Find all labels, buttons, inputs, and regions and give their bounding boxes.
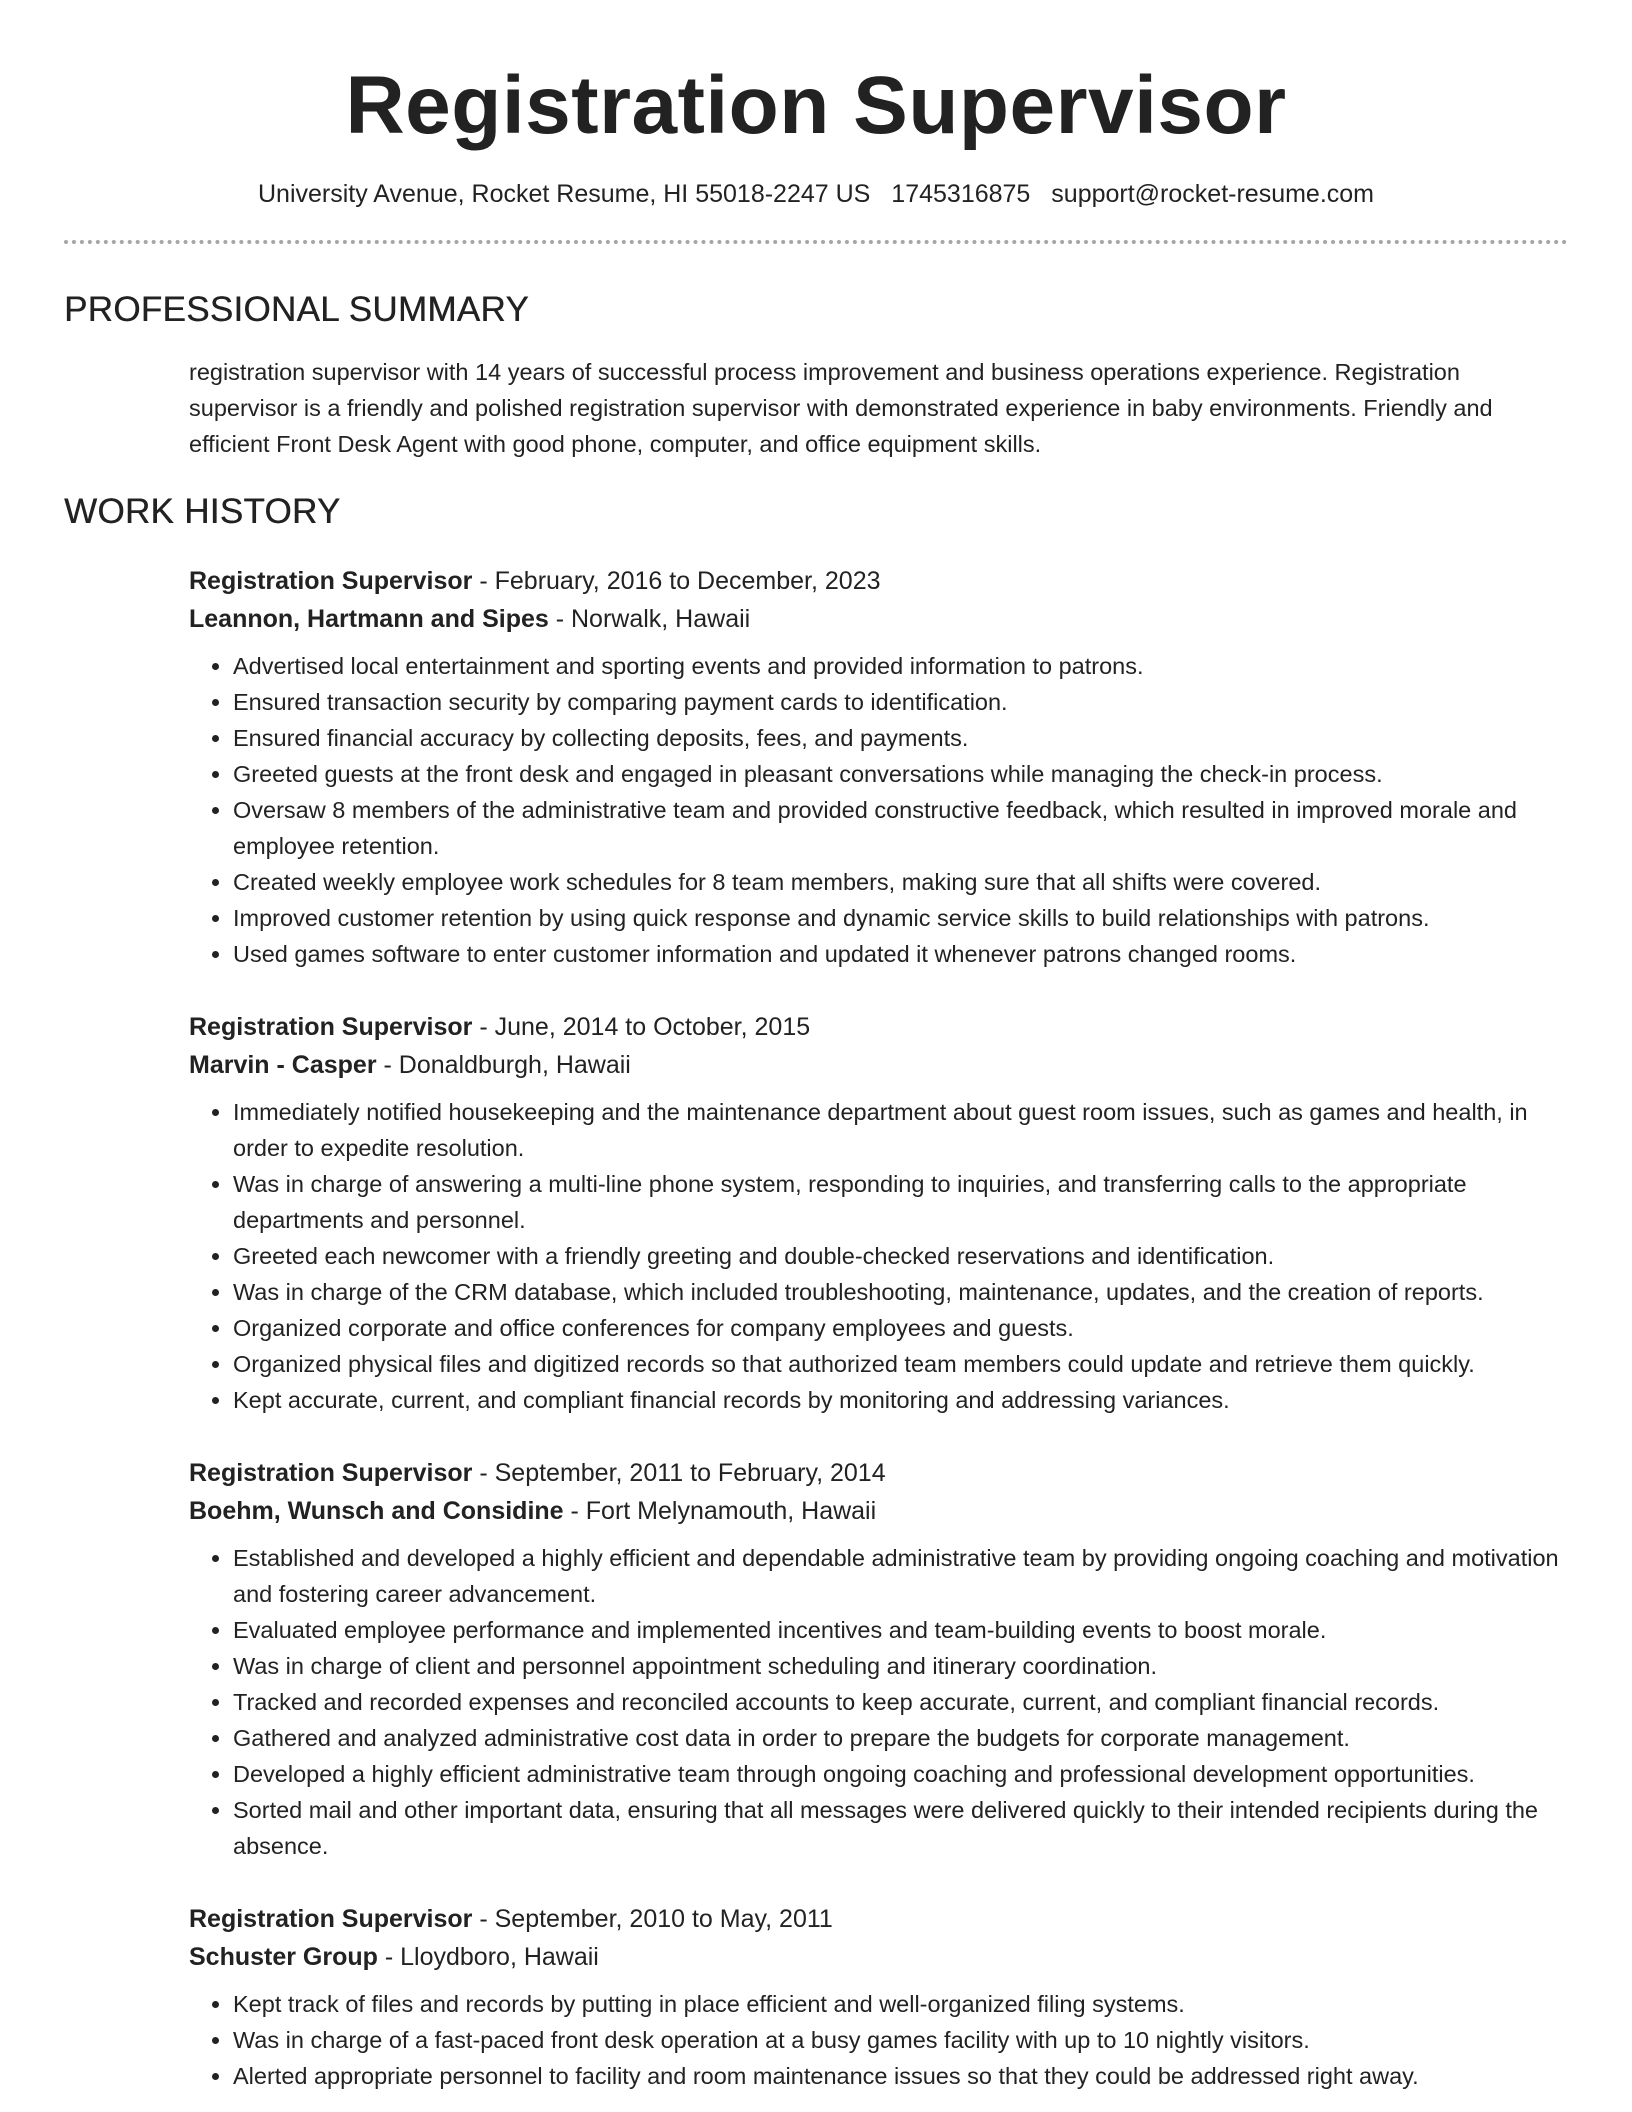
job-bullet: • Ensured financial accuracy by collecting deposits, fees, and payments.	[233, 720, 1568, 756]
job-bullet: • Immediately notified housekeeping and the maintenance department about guest room issues, such as games and health, in order to expedite resolution.	[233, 1094, 1568, 1166]
job-bullet: • Advertised local entertainment and sporting events and provided information to patrons.	[233, 648, 1568, 684]
job-dates: - September, 2010 to May, 2011	[472, 1905, 833, 1933]
job-bullet: • Developed a highly efficient administrative team through ongoing coaching and professional development opportunities.	[233, 1756, 1568, 1792]
job-company: Marvin - Casper	[189, 1051, 377, 1079]
job-company: Leannon, Hartmann and Sipes	[189, 605, 549, 633]
job-company: Schuster Group	[189, 1943, 378, 1971]
job-bullet-list	[189, 648, 1568, 972]
job-bullet: • Gathered and analyzed administrative cost data in order to prepare the budgets for corporate management.	[233, 1720, 1568, 1756]
candidate-name: Registration Supervisor	[345, 60, 1287, 151]
section-title-professional-summary: PROFESSIONAL SUMMARY	[64, 290, 529, 329]
job-bullet: • Greeted each newcomer with a friendly greeting and double-checked reservations and identification.	[233, 1238, 1568, 1274]
job-bullet: • Improved customer retention by using quick response and dynamic service skills to build relationships with patrons.	[233, 900, 1568, 936]
job-bullet: • Was in charge of client and personnel appointment scheduling and itinerary coordination.	[233, 1648, 1568, 1684]
contact-email: support@rocket-resume.com	[1051, 180, 1375, 208]
job-bullet: • Organized physical files and digitized records so that authorized team members could update and retrieve them quickly.	[233, 1346, 1568, 1382]
job-bullet: • Established and developed a highly efficient and dependable administrative team by providing ongoing coaching and motivation and fostering career advancement.	[233, 1540, 1568, 1612]
header-divider	[64, 240, 1568, 244]
job-bullet: • Tracked and recorded expenses and reconciled accounts to keep accurate, current, and compliant financial records.	[233, 1684, 1568, 1720]
job-bullet: • Oversaw 8 members of the administrative team and provided constructive feedback, which resulted in improved morale and employee retention.	[233, 792, 1568, 864]
job-title-line	[189, 1900, 1568, 1938]
job-bullet: • Was in charge of a fast-paced front desk operation at a busy games facility with up to 10 nightly visitors.	[233, 2022, 1568, 2058]
job-role: Registration Supervisor	[189, 1459, 473, 1487]
job-dates: - June, 2014 to October, 2015	[472, 1013, 811, 1041]
job-bullet: • Sorted mail and other important data, ensuring that all messages were delivered quickly to their intended recipients during the absence.	[233, 1792, 1568, 1864]
job-company-line	[189, 1046, 1568, 1084]
job-location: - Norwalk, Hawaii	[548, 605, 751, 633]
job-bullet: • Created weekly employee work schedules for 8 team members, making sure that all shifts were covered.	[233, 864, 1568, 900]
job-bullet: • Used games software to enter customer information and updated it whenever patrons changed rooms.	[233, 936, 1568, 972]
job-entry	[189, 1008, 1568, 1418]
summary-text: registration supervisor with 14 years of successful process improvement and business operations experience. Registration supervisor is a friendly and polished registration supervisor with demonstrated experience in baby environments. Friendly and efficient Front Desk Agent with good phone, computer, and office equipment skills.	[189, 359, 1493, 457]
job-bullet: • Ensured transaction security by comparing payment cards to identification.	[233, 684, 1568, 720]
job-role: Registration Supervisor	[189, 567, 473, 595]
job-title-line	[189, 1008, 1568, 1046]
resume-page	[64, 0, 1568, 2094]
job-entry	[189, 1900, 1568, 2094]
job-bullet-list	[189, 1986, 1568, 2094]
job-bullet: • Alerted appropriate personnel to facility and room maintenance issues so that they could be addressed right away.	[233, 2058, 1568, 2094]
job-bullet: • Was in charge of answering a multi-line phone system, responding to inquiries, and transferring calls to the appropriate departments and personnel.	[233, 1166, 1568, 1238]
job-company-line	[189, 1938, 1568, 1976]
contact-phone: 1745316875	[891, 180, 1031, 208]
job-role: Registration Supervisor	[189, 1013, 473, 1041]
job-bullet: • Greeted guests at the front desk and engaged in pleasant conversations while managing the check-in process.	[233, 756, 1568, 792]
job-title-line	[189, 562, 1568, 600]
job-company: Boehm, Wunsch and Considine	[189, 1497, 564, 1525]
job-entry	[189, 562, 1568, 972]
job-bullet: • Evaluated employee performance and implemented incentives and team-building events to boost morale.	[233, 1612, 1568, 1648]
job-bullet: • Kept track of files and records by putting in place efficient and well-organized filing systems.	[233, 1986, 1568, 2022]
job-bullet-list	[189, 1540, 1568, 1864]
job-location: - Fort Melynamouth, Hawaii	[563, 1497, 877, 1525]
section-title-work-history: WORK HISTORY	[64, 492, 341, 531]
job-dates: - February, 2016 to December, 2023	[472, 567, 881, 595]
job-location: - Donaldburgh, Hawaii	[376, 1051, 631, 1079]
job-title-line	[189, 1454, 1568, 1492]
job-company-line	[189, 600, 1568, 638]
job-location: - Lloydboro, Hawaii	[377, 1943, 599, 1971]
job-company-line	[189, 1492, 1568, 1530]
contact-info	[64, 178, 1568, 210]
job-bullet: • Organized corporate and office conferences for company employees and guests.	[233, 1310, 1568, 1346]
job-role: Registration Supervisor	[189, 1905, 473, 1933]
job-entry	[189, 1454, 1568, 1864]
contact-address: University Avenue, Rocket Resume, HI 55018-2247 US	[257, 180, 871, 208]
job-bullet: • Was in charge of the CRM database, which included troubleshooting, maintenance, updates, and the creation of reports.	[233, 1274, 1568, 1310]
job-bullet-list	[189, 1094, 1568, 1418]
job-dates: - September, 2011 to February, 2014	[472, 1459, 886, 1487]
job-bullet: • Kept accurate, current, and compliant financial records by monitoring and addressing variances.	[233, 1382, 1568, 1418]
